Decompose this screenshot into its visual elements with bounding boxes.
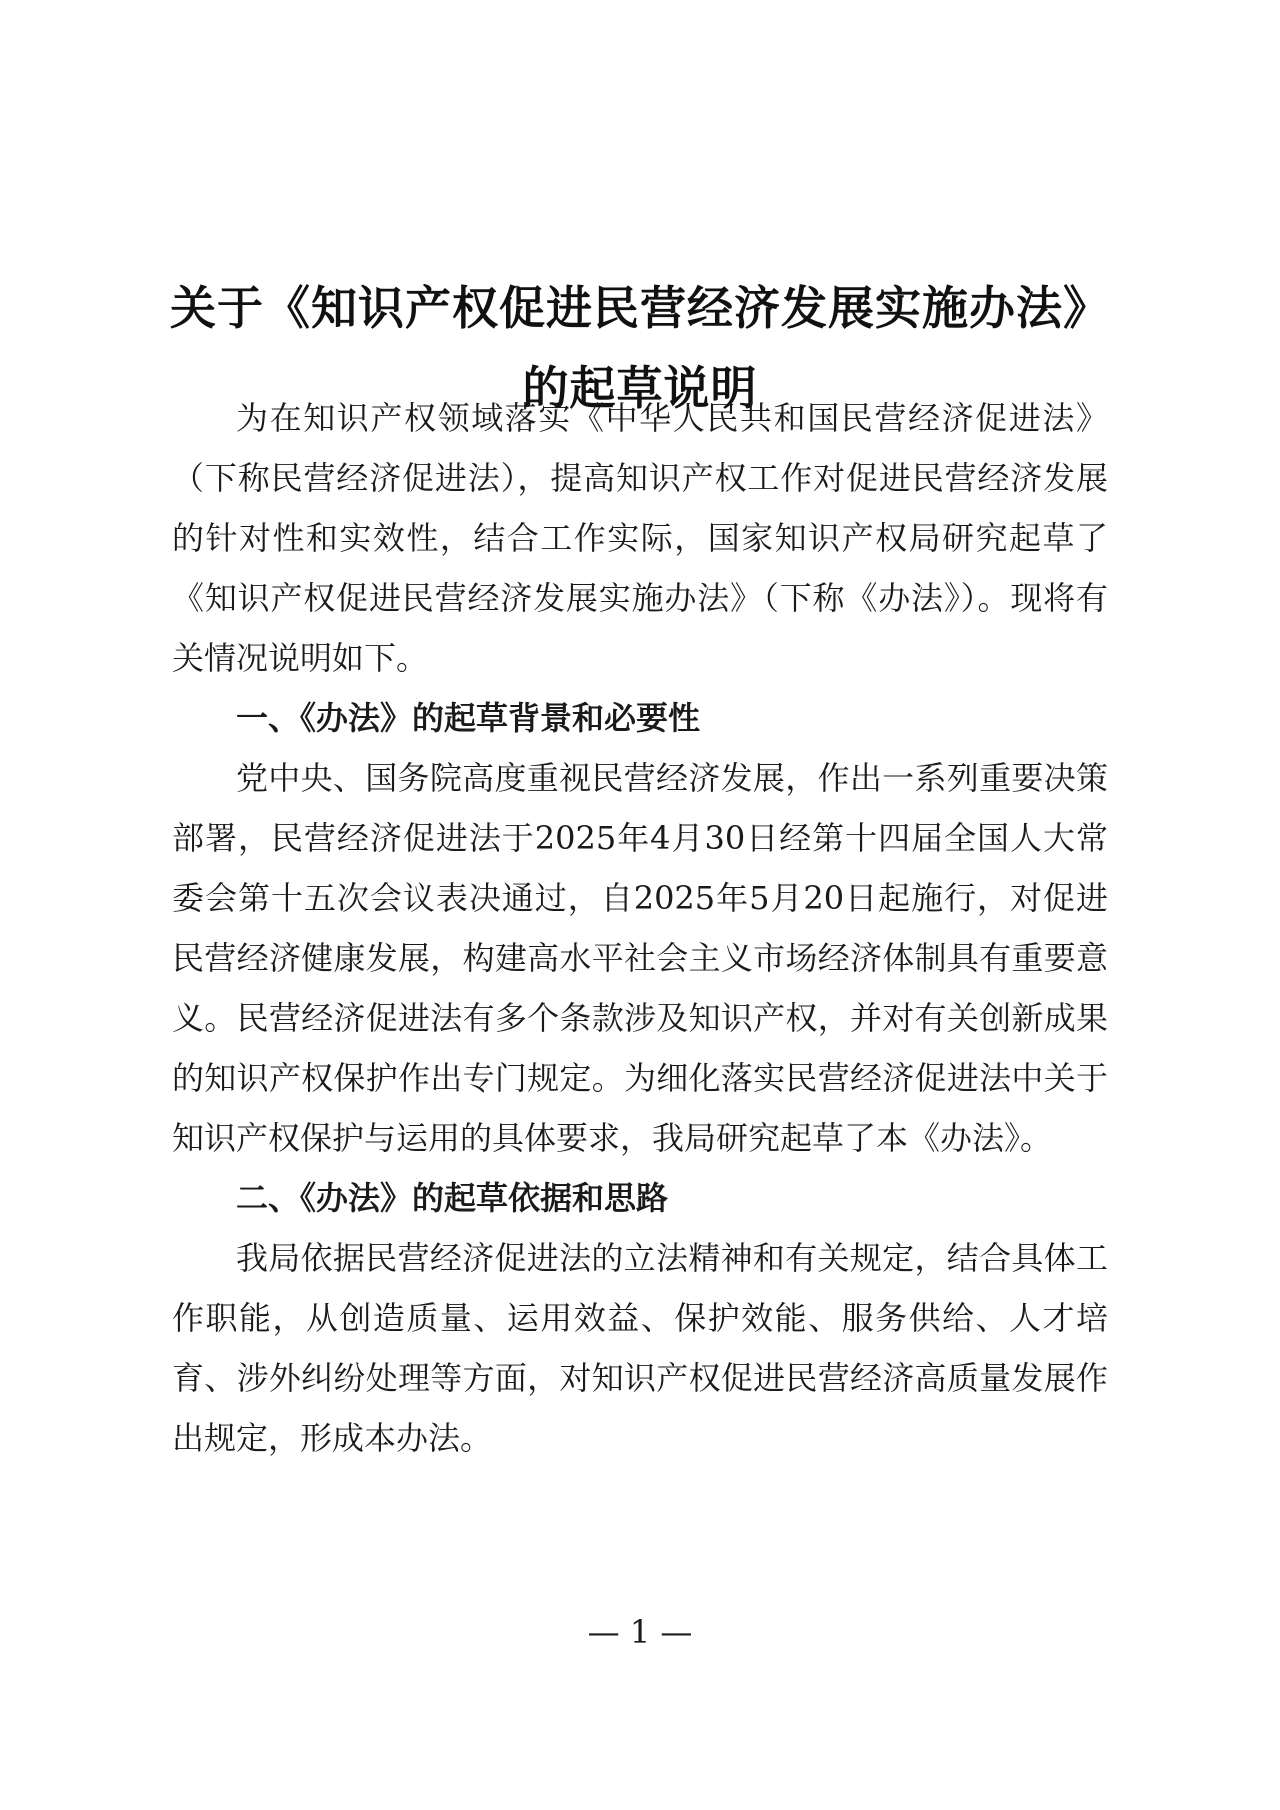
document-title-line-2: 的起草说明 [522,361,758,415]
section-heading-1: 一、《办法》的起草背景和必要性 [236,699,701,737]
intro-paragraph: 为在知识产权领域落实《中华人民共和国民营经济促进法》（下称民营经济促进法），提高知识产权工作对促进民营经济发展的针对性和实效性，结合工作实际，国家知识产权局研究起草了《知识产权促进民营经济发展实施办法》（下称《办法》）。现将有关情况说明如下。 [172,399,1108,677]
document-body [172,388,1108,1468]
section-heading-2: 二、《办法》的起草依据和思路 [236,1179,669,1217]
page-number: — 1 — [587,1613,693,1651]
basis-paragraph: 我局依据民营经济促进法的立法精神和有关规定，结合具体工作职能，从创造质量、运用效益、保护效能、服务供给、人才培育、涉外纠纷处理等方面，对知识产权促进民营经济高质量发展作出规定，形成本办法。 [172,1239,1108,1457]
document-title-line-1: 关于《知识产权促进民营经济发展实施办法》 [170,281,1110,335]
background-paragraph: 党中央、国务院高度重视民营经济发展，作出一系列重要决策部署，民营经济促进法于2025年4月30日经第十四届全国人大常委会第十五次会议表决通过，自2025年5月20日起施行，对促进民营经济健康发展，构建高水平社会主义市场经济体制具有重要意义。民营经济促进法有多个条款涉及知识产权，并对有关创新成果的知识产权保护作出专门规定。为细化落实民营经济促进法中关于知识产权保护与运用的具体要求，我局研究起草了本《办法》。 [172,759,1108,1157]
